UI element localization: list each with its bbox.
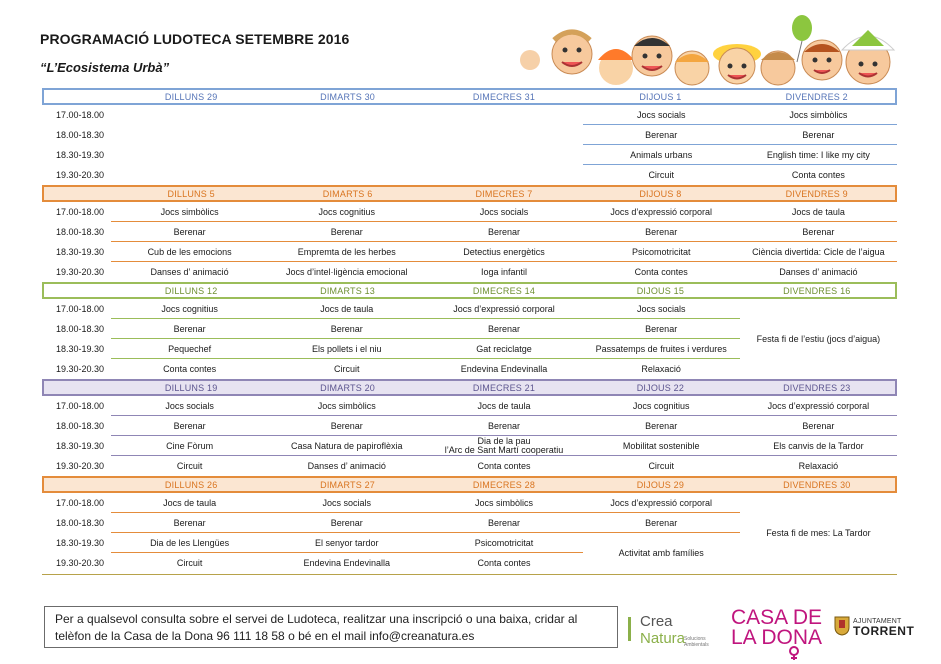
schedule-row <box>42 105 897 125</box>
day-header: DILLUNS 26 <box>164 479 218 490</box>
schedule-row <box>42 242 897 262</box>
activity-cell: Conta contes <box>477 461 531 471</box>
time-slot: 17.00-18.00 <box>56 207 105 217</box>
activity-cell <box>111 125 268 145</box>
activity-cell: Ciència divertida: Cicle de l’aigua <box>740 242 897 262</box>
activity-cell <box>268 125 425 145</box>
casa-line-1: CASA DE <box>731 606 823 629</box>
activity-cell: Conta contes <box>477 558 531 568</box>
children-illustration <box>512 10 902 92</box>
activity-cell <box>425 125 582 145</box>
activity-cell <box>268 165 425 185</box>
activity-cell: Jocs de taula <box>268 299 425 319</box>
time-slot: 18.00-18.30 <box>56 324 105 334</box>
activity-cell: Mobilitat sostenible <box>583 436 740 456</box>
day-header: DIVENDRES 9 <box>785 188 848 199</box>
activity-cell: Passatemps de fruites i verdures <box>583 339 740 359</box>
activity-cell: Relaxació <box>641 364 681 374</box>
activity-cell: Berenar <box>583 513 740 533</box>
day-header: DILLUNS 12 <box>164 285 218 296</box>
activity-cell: Jocs simbòlics <box>740 105 897 125</box>
activity-cell: Berenar <box>583 125 740 145</box>
activity-cell: Circuit <box>334 364 360 374</box>
activity-cell: Danses d’ animació <box>779 267 858 277</box>
activity-cell: Jocs socials <box>425 202 582 222</box>
activity-cell: Jocs cognitius <box>111 299 268 319</box>
activity-cell <box>425 165 582 185</box>
day-header: DIJOUS 8 <box>639 188 682 199</box>
activity-cell: English time: I like my city <box>740 145 897 165</box>
activity-cell: Cine Fòrum <box>111 436 268 456</box>
week-block <box>42 476 897 573</box>
ajuntament-torrent-logo <box>834 612 914 652</box>
page-subtitle: “L’Ecosistema Urbà” <box>40 60 170 75</box>
activity-cell: Berenar <box>583 319 740 339</box>
merged-event: Festa fi de l’estiu (jocs d’aigua) <box>756 334 881 344</box>
activity-cell: Jocs d’expressió corporal <box>583 202 740 222</box>
day-header: DILLUNS 29 <box>164 91 218 102</box>
activity-cell: Jocs socials <box>111 396 268 416</box>
day-header: DILLUNS 19 <box>164 382 218 393</box>
day-header: DIVENDRES 23 <box>783 382 851 393</box>
activity-cell: Jocs socials <box>583 105 740 125</box>
activity-cell <box>268 105 425 125</box>
crea-tagline: Solucions Ambientals <box>684 636 709 648</box>
day-header: DIMECRES 14 <box>472 285 536 296</box>
time-slot: 18.00-18.30 <box>56 421 105 431</box>
merged-event: Activitat amb famílies <box>618 548 704 558</box>
coat-of-arms-icon <box>834 614 850 636</box>
activity-cell: Jocs d’intel·ligència emocional <box>286 267 408 277</box>
activity-cell: Berenar <box>268 319 425 339</box>
activity-cell: Detectius energètics <box>425 242 582 262</box>
activity-cell: Jocs socials <box>583 299 740 319</box>
time-slot: 17.00-18.00 <box>56 110 105 120</box>
week-block <box>42 379 897 476</box>
activity-cell <box>268 145 425 165</box>
activity-cell: Ioga infantil <box>480 267 528 277</box>
activity-cell: Berenar <box>425 319 582 339</box>
day-header: DIMARTS 20 <box>320 382 376 393</box>
activity-cell: Jocs socials <box>268 493 425 513</box>
crea-natura-logo <box>628 611 723 651</box>
activity-cell: Jocs cognitius <box>583 396 740 416</box>
week-header <box>42 185 897 202</box>
schedule-row <box>42 165 897 185</box>
activity-cell: El senyor tardor <box>268 533 425 553</box>
time-slot: 18.30-19.30 <box>56 150 105 160</box>
activity-cell: Berenar <box>583 416 740 436</box>
activity-cell: Relaxació <box>798 461 839 471</box>
time-slot: 17.00-18.00 <box>56 304 105 314</box>
activity-cell: Psicomotricitat <box>583 242 740 262</box>
activity-cell: Berenar <box>425 416 582 436</box>
time-slot: 18.30-19.30 <box>56 441 105 451</box>
day-header: DIMARTS 30 <box>320 91 376 102</box>
time-slot: 19.30-20.30 <box>56 267 105 277</box>
schedule-row <box>42 262 897 282</box>
week-header <box>42 379 897 396</box>
activity-cell: Cub de les emocions <box>111 242 268 262</box>
time-slot: 19.30-20.30 <box>56 364 105 374</box>
day-header: DIMARTS 6 <box>322 188 373 199</box>
activity-cell: Conta contes <box>791 170 845 180</box>
day-header: DIJOUS 29 <box>636 479 685 490</box>
time-slot: 18.00-18.30 <box>56 518 105 528</box>
activity-cell: Els pollets i el niu <box>268 339 425 359</box>
activity-cell <box>111 165 268 185</box>
activity-cell: Jocs de taula <box>111 493 268 513</box>
activity-cell: Jocs simbòlics <box>268 396 425 416</box>
torrent-word: TORRENT <box>853 624 915 638</box>
time-slot: 18.00-18.30 <box>56 227 105 237</box>
activity-cell: Animals urbans <box>583 145 740 165</box>
activity-cell: Jocs simbòlics <box>111 202 268 222</box>
activity-cell: Berenar <box>740 125 897 145</box>
week-header <box>42 88 897 105</box>
activity-cell: Jocs simbòlics <box>425 493 582 513</box>
activity-cell: Circuit <box>176 558 203 568</box>
activity-cell <box>425 105 582 125</box>
page-title: PROGRAMACIÓ LUDOTECA SETEMBRE 2016 <box>40 31 350 47</box>
schedule-row <box>42 456 897 476</box>
activity-cell: Jocs d’expressió corporal <box>740 396 897 416</box>
activity-cell: Berenar <box>268 416 425 436</box>
week-header <box>42 476 897 493</box>
activity-cell: Gat reciclatge <box>425 339 582 359</box>
time-slot: 18.30-19.30 <box>56 538 105 548</box>
day-header: DIJOUS 1 <box>639 91 682 102</box>
activity-cell <box>111 105 268 125</box>
activity-cell: Conta contes <box>634 267 688 277</box>
day-header: DIMECRES 7 <box>475 188 533 199</box>
crea-word: Crea <box>640 613 673 630</box>
time-slot: 17.00-18.00 <box>56 401 105 411</box>
activity-cell <box>425 145 582 165</box>
week-block <box>42 282 897 379</box>
activity-cell: Jocs d’expressió corporal <box>425 299 582 319</box>
contact-info: Per a qualsevol consulta sobre el servei de Ludoteca, realitzar una inscripció o una baixa, cridar al telèfon de la Casa de la Dona 96 111 18 58 o bé en el mail info@creanatura.es <box>44 606 618 648</box>
day-header: DIVENDRES 16 <box>783 285 851 296</box>
time-slot: 18.30-19.30 <box>56 247 105 257</box>
day-header: DIMECRES 28 <box>472 479 536 490</box>
activity-cell: Berenar <box>111 513 268 533</box>
activity-cell: Circuit <box>648 170 674 180</box>
activity-cell <box>111 145 268 165</box>
schedule-table <box>42 88 897 575</box>
activity-cell: Berenar <box>740 222 897 242</box>
day-header: DIMECRES 31 <box>472 91 536 102</box>
activity-cell: Circuit <box>648 461 674 471</box>
week-block <box>42 185 897 282</box>
day-header: DIJOUS 15 <box>636 285 685 296</box>
time-slot: 18.30-19.30 <box>56 344 105 354</box>
time-slot: 17.00-18.00 <box>56 498 105 508</box>
activity-cell: Pequechef <box>111 339 268 359</box>
casa-de-la-dona-logo <box>731 608 826 660</box>
week-block <box>42 88 897 185</box>
activity-cell: Berenar <box>111 222 268 242</box>
activity-cell: Empremta de les herbes <box>268 242 425 262</box>
logo-bar-icon <box>628 617 631 641</box>
activity-cell: Endevina Endevinalla <box>460 364 548 374</box>
day-header: DIVENDRES 30 <box>783 479 851 490</box>
activity-cell: Circuit <box>176 461 203 471</box>
schedule-row <box>42 125 897 145</box>
casa-line-2: LA DONA <box>731 626 823 649</box>
activity-cell: Endevina Endevinalla <box>303 558 391 568</box>
activity-cell: Berenar <box>268 222 425 242</box>
schedule-row <box>42 145 897 165</box>
activity-cell: Danses d’ animació <box>150 267 229 277</box>
activity-cell: Berenar <box>268 513 425 533</box>
time-slot: 19.30-20.30 <box>56 558 105 568</box>
time-slot: 19.30-20.30 <box>56 461 105 471</box>
activity-cell: Jocs d’expressió corporal <box>583 493 740 513</box>
day-header: DIMARTS 13 <box>320 285 376 296</box>
activity-cell: Berenar <box>111 416 268 436</box>
day-header: DIVENDRES 2 <box>785 91 848 102</box>
natura-word: Natura <box>640 630 686 647</box>
day-header: DIJOUS 22 <box>636 382 685 393</box>
activity-cell: Jocs cognitius <box>268 202 425 222</box>
activity-cell: Berenar <box>425 513 582 533</box>
activity-cell: Casa Natura de papiroflèxia <box>268 436 425 456</box>
schedule-row <box>42 416 897 436</box>
time-slot: 18.00-18.30 <box>56 130 105 140</box>
time-slot: 19.30-20.30 <box>56 170 105 180</box>
venus-symbol-icon <box>787 646 801 660</box>
activity-cell: Berenar <box>111 319 268 339</box>
activity-cell: Berenar <box>740 416 897 436</box>
activity-cell: Jocs de taula <box>740 202 897 222</box>
activity-cell: Psicomotricitat <box>425 533 582 553</box>
table-bottom-rule <box>42 574 897 575</box>
day-header: DILLUNS 5 <box>167 188 215 199</box>
day-header: DIMECRES 21 <box>472 382 536 393</box>
activity-cell: Els canvis de la Tardor <box>740 436 897 456</box>
day-header: DIMARTS 27 <box>320 479 376 490</box>
merged-event: Festa fi de mes: La Tardor <box>766 528 871 538</box>
schedule-row <box>42 436 897 456</box>
activity-cell: Conta contes <box>163 364 217 374</box>
schedule-row <box>42 202 897 222</box>
week-header <box>42 282 897 299</box>
activity-cell: Dia de les Llengües <box>111 533 268 553</box>
activity-cell: Dia de la pau l’Arc de Sant Martí cooperatiu <box>425 436 582 456</box>
activity-cell: Danses d’ animació <box>307 461 386 471</box>
activity-cell: Berenar <box>425 222 582 242</box>
schedule-row <box>42 222 897 242</box>
ajuntament-word: AJUNTAMENT <box>853 618 902 625</box>
activity-cell: Jocs de taula <box>425 396 582 416</box>
schedule-row <box>42 396 897 416</box>
activity-cell: Berenar <box>583 222 740 242</box>
